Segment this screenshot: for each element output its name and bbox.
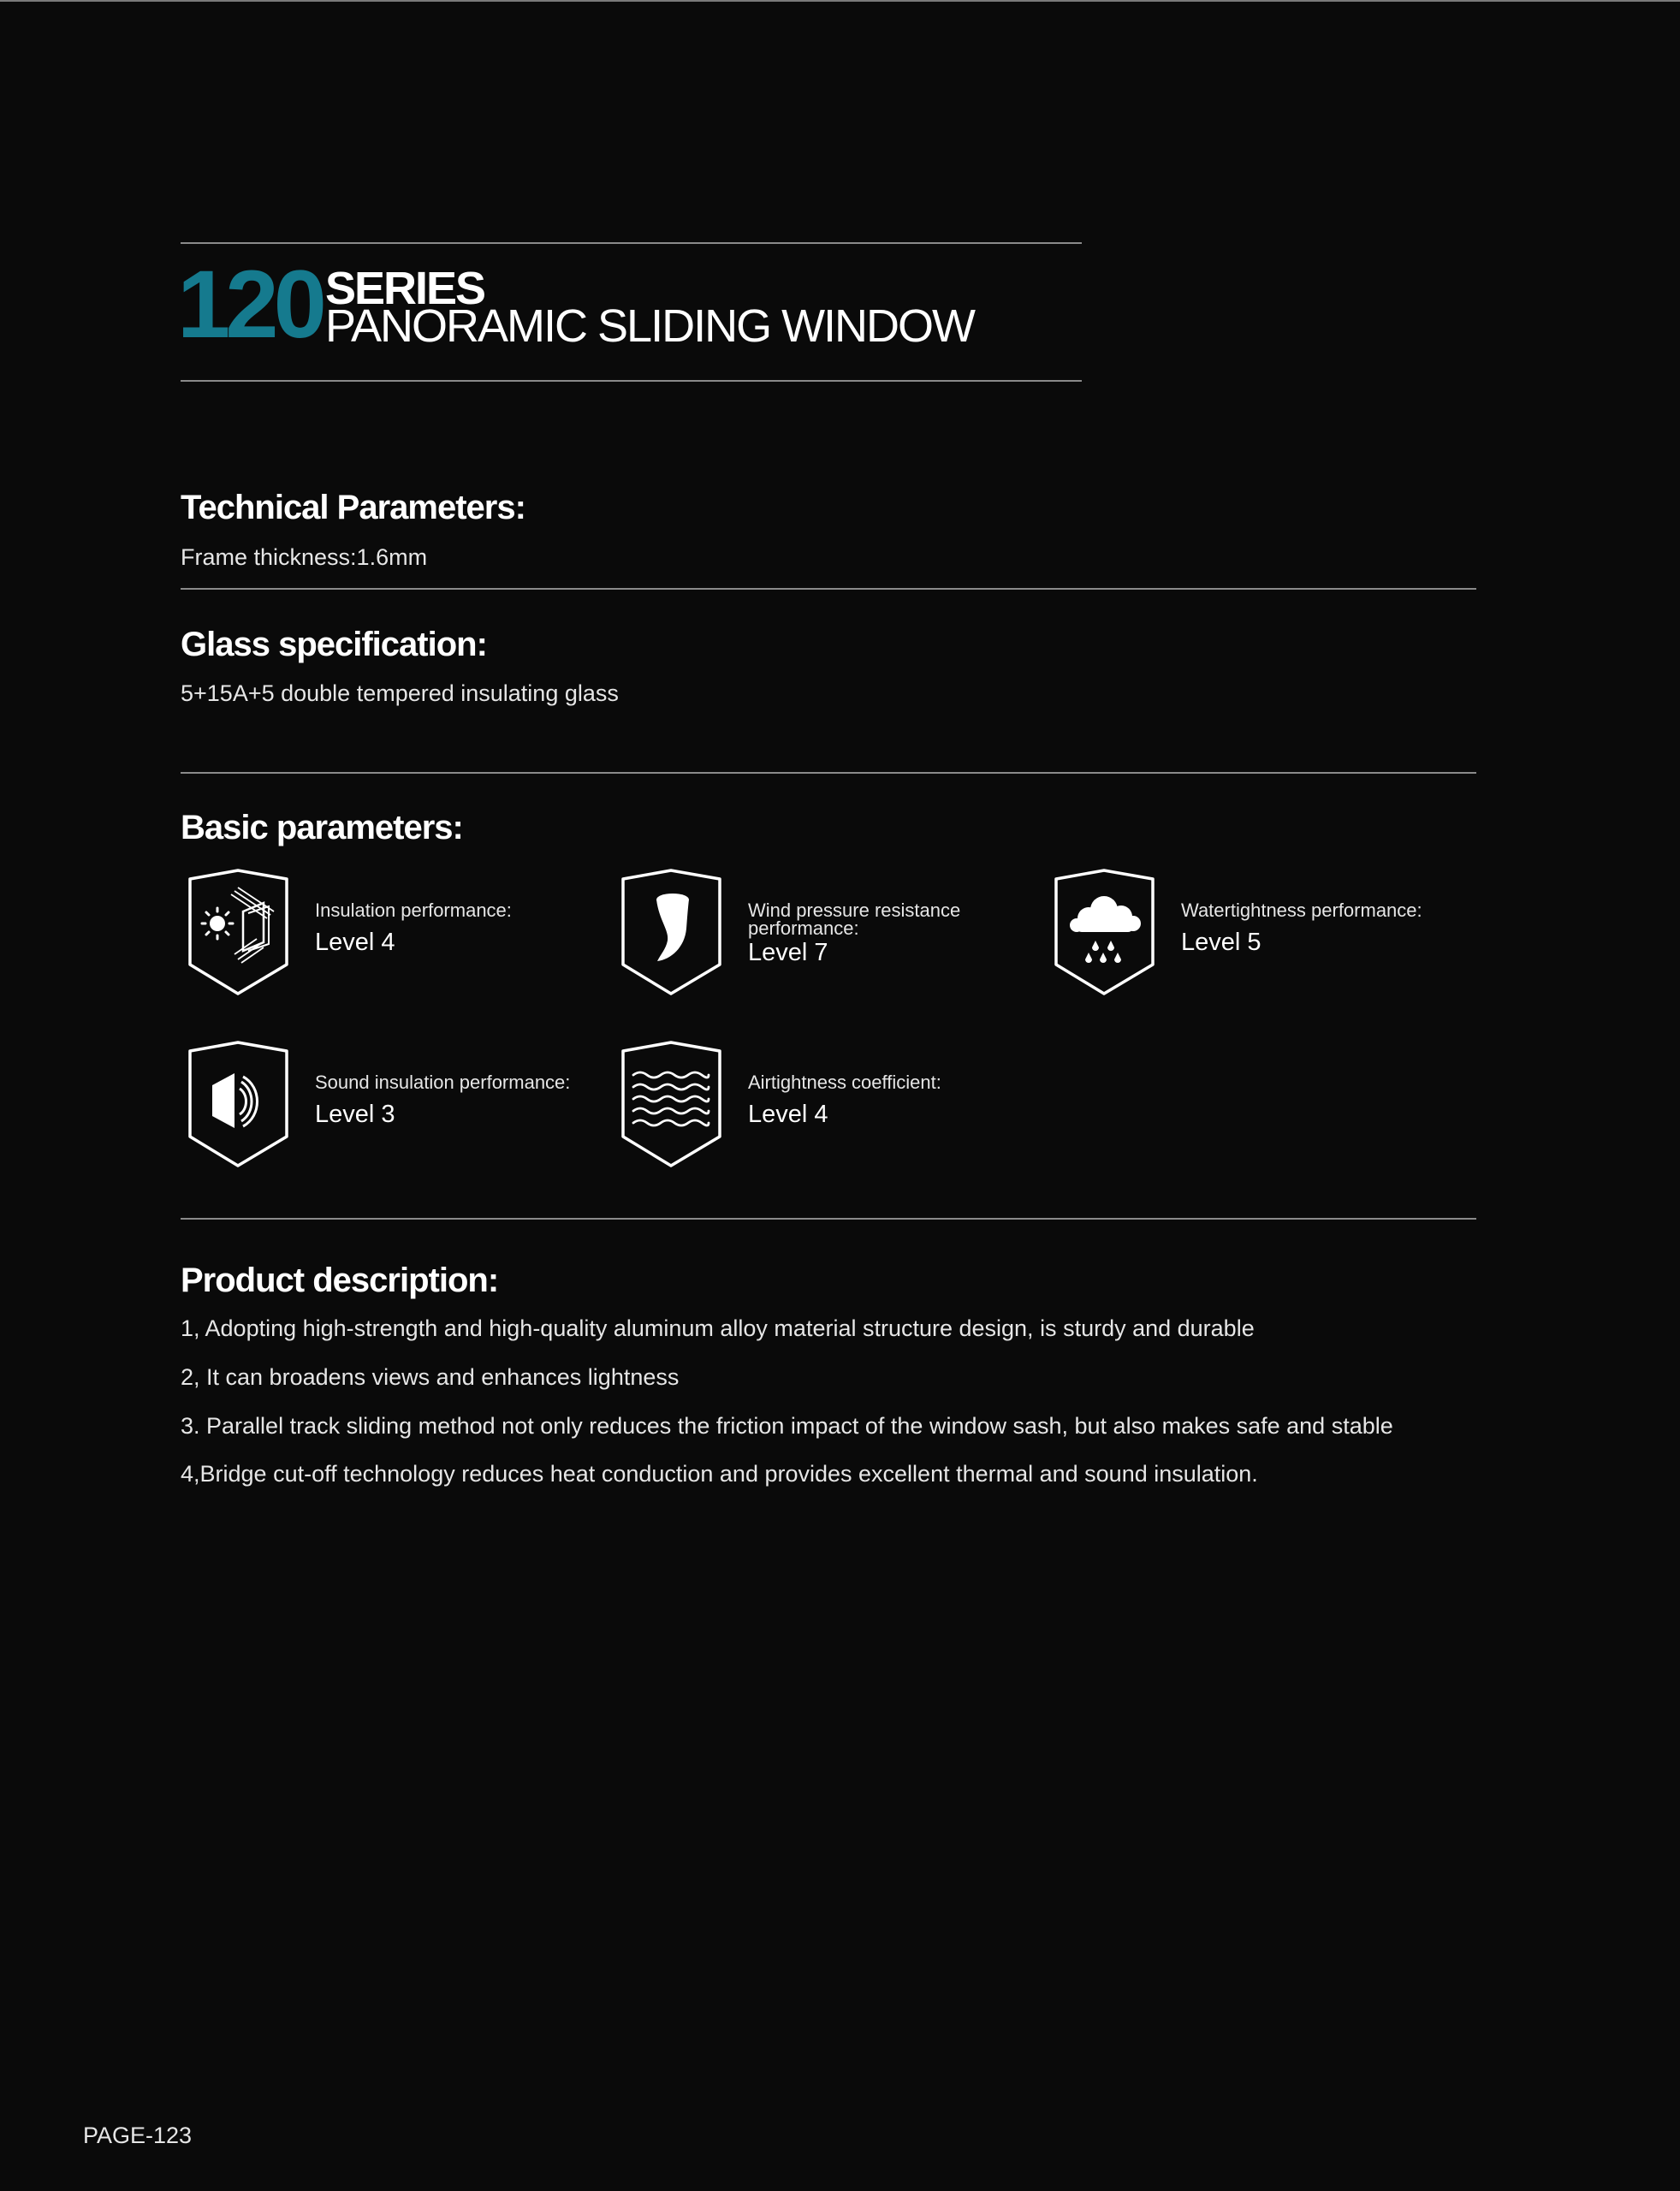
description-line: 3. Parallel track sliding method not only reduces the friction impact of the window sash, but also makes safe and stable xyxy=(181,1413,1393,1439)
rain-cloud-icon xyxy=(1051,869,1158,995)
param-label: Sound insulation performance: xyxy=(315,1072,571,1093)
glass-spec: 5+15A+5 double tempered insulating glass xyxy=(181,680,619,706)
param-wind-pressure xyxy=(614,869,1024,997)
basic-title: Basic parameters: xyxy=(181,809,463,846)
glass-divider xyxy=(181,772,1476,774)
param-value: Level 4 xyxy=(315,929,395,956)
param-watertightness xyxy=(1047,869,1457,997)
param-sound-insulation xyxy=(181,1041,591,1169)
description-line: 1, Adopting high-strength and high-quality aluminum alloy material structure design, is sturdy and durable xyxy=(181,1315,1255,1341)
product-name: PANORAMIC SLIDING WINDOW xyxy=(325,300,975,352)
param-label: Watertightness performance: xyxy=(1181,900,1422,921)
technical-divider xyxy=(181,588,1476,590)
glass-title: Glass specification: xyxy=(181,626,487,663)
param-label: Wind pressure resistance performance: xyxy=(748,900,961,939)
wind-icon xyxy=(618,869,725,995)
description-line: 2, It can broadens views and enhances lightness xyxy=(181,1364,680,1390)
insulation-icon xyxy=(185,869,292,995)
param-insulation xyxy=(181,869,591,997)
description-title: Product description: xyxy=(181,1262,499,1299)
technical-title: Technical Parameters: xyxy=(181,489,525,526)
param-value: Level 4 xyxy=(748,1101,828,1128)
param-label: Airtightness coefficient: xyxy=(748,1072,941,1093)
waves-icon xyxy=(618,1041,725,1167)
param-label: Insulation performance: xyxy=(315,900,512,921)
param-value: Level 7 xyxy=(748,939,828,966)
param-airtightness xyxy=(614,1041,1024,1169)
header-top-divider xyxy=(181,242,1082,244)
frame-thickness: Frame thickness:1.6mm xyxy=(181,544,428,570)
basic-divider xyxy=(181,1218,1476,1220)
header-bottom-divider xyxy=(181,380,1082,382)
param-value: Level 5 xyxy=(1181,929,1261,956)
page-number: PAGE-123 xyxy=(83,2123,193,2148)
top-edge-line xyxy=(0,0,1680,2)
param-value: Level 3 xyxy=(315,1101,395,1128)
series-label: SERIES xyxy=(325,263,485,314)
description-line: 4,Bridge cut-off technology reduces heat conduction and provides excellent thermal and sound insulation. xyxy=(181,1461,1258,1487)
series-number: 120 xyxy=(177,251,322,358)
speaker-icon xyxy=(185,1041,292,1167)
